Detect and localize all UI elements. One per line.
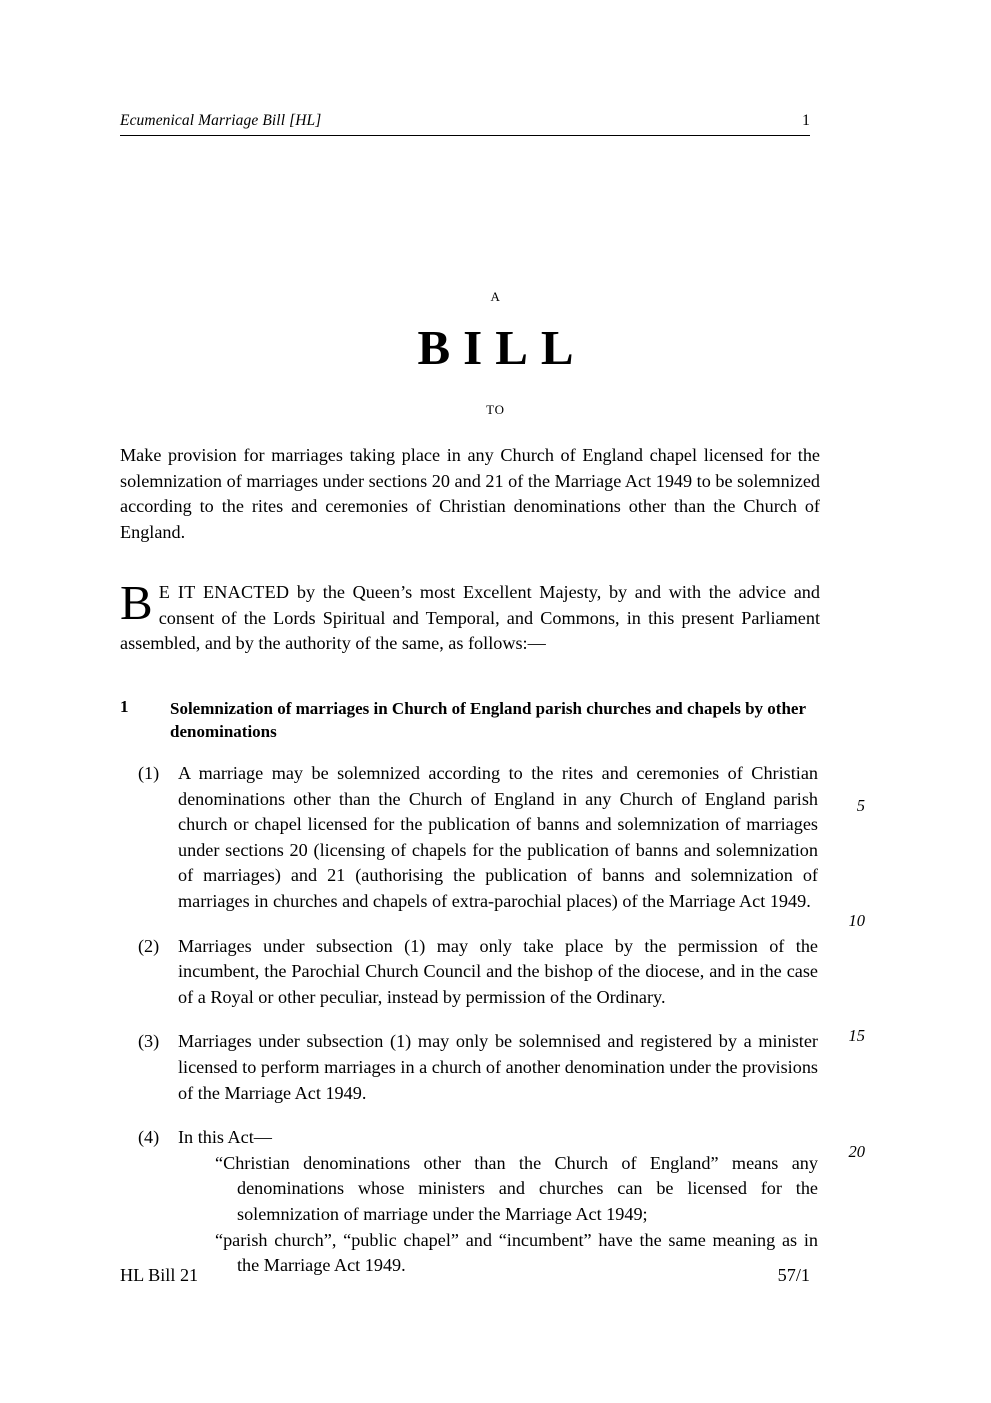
title-article: A [490, 289, 501, 304]
subsection-text: A marriage may be solemnized according to the rites and ceremonies of Christian denominations other than the Church of England in any Church of England parish church or chapel licensed for the publication of banns and solemnization of marriages under sections 20 (licensing of chapels for the publication of banns and solemnization of marriages) and 21 (authorising the publication of banns and solemnization of marriages in churches and chapels of extra-parochial places) of the Marriage Act 1949. [178, 763, 818, 911]
clause-number: 1 [120, 697, 129, 716]
subsection-number: (1) [138, 763, 160, 783]
page-footer [120, 1265, 810, 1286]
enacting-dropcap: B [120, 575, 153, 630]
line-number: 15 [848, 1026, 865, 1045]
header-page-number: 1 [802, 112, 810, 129]
running-header [120, 112, 810, 130]
subsection-text: Marriages under subsection (1) may only be solemnised and registered by a minister licensed to perform marriages in a church of another denomination under the provisions of the Marriage Act 1949. [178, 1031, 818, 1103]
line-number: 20 [848, 1142, 865, 1161]
definition-item: “Christian denominations other than the Church of England” means any denominations whose ministers and churches can be licensed for the solemnization of marriage under the Marriage Act 1949; [215, 1152, 818, 1224]
subsection-text: In this Act— [178, 1127, 272, 1148]
header-rule-divider [120, 135, 810, 136]
enacting-formula [120, 575, 820, 657]
title-preposition: TO [486, 402, 505, 417]
definition-item: “parish church”, “public chapel” and “incumbent” have the same meaning as in the Marriage Act 1949. [215, 1229, 818, 1276]
line-number: 5 [856, 796, 865, 815]
header-bill-title: Ecumenical Marriage Bill [HL] [120, 112, 322, 129]
page-title: BILL [417, 320, 587, 375]
bill-body [0, 697, 991, 1298]
clause-heading-1 [0, 697, 991, 743]
subsection-number: (2) [138, 935, 160, 956]
line-number: 10 [848, 911, 865, 930]
clause-heading-text: Solemnization of marriages in Church of England parish churches and chapels by other denominations [170, 699, 806, 741]
subsection-1 [0, 761, 991, 915]
subsection-2 [0, 934, 991, 1011]
footer-bill-reference: HL Bill 21 [120, 1265, 199, 1285]
enacting-body-text: by the Queen’s most Excellent Majesty, by and with the advice and consent of the Lords Spiritual and Temporal, and Commons, in this present Parliament assembled, and by the authority of the same, as follows:— [120, 582, 820, 654]
subsection-number: (4) [138, 1127, 160, 1148]
subsection-text: Marriages under subsection (1) may only take place by the permission of the incumbent, the Parochial Church Council and the bishop of the diocese, and in the case of a Royal or other peculiar, instead by permission of the Ordinary. [178, 935, 818, 1007]
enacting-smallcaps: E IT ENACTED [158, 582, 290, 602]
bill-title-block [0, 290, 991, 416]
footer-print-code: 57/1 [777, 1265, 810, 1285]
subsection-3 [0, 1026, 991, 1106]
subsection-4 [0, 1125, 991, 1279]
subsection-number: (3) [138, 1031, 160, 1052]
long-title-paragraph: Make provision for marriages taking place in any Church of England chapel licensed for the solemnization of marriages under sections 20 and 21 of the Marriage Act 1949 to be solemnized according to the rites and ceremonies of Christian denominations other than the Church of England. [120, 445, 820, 542]
